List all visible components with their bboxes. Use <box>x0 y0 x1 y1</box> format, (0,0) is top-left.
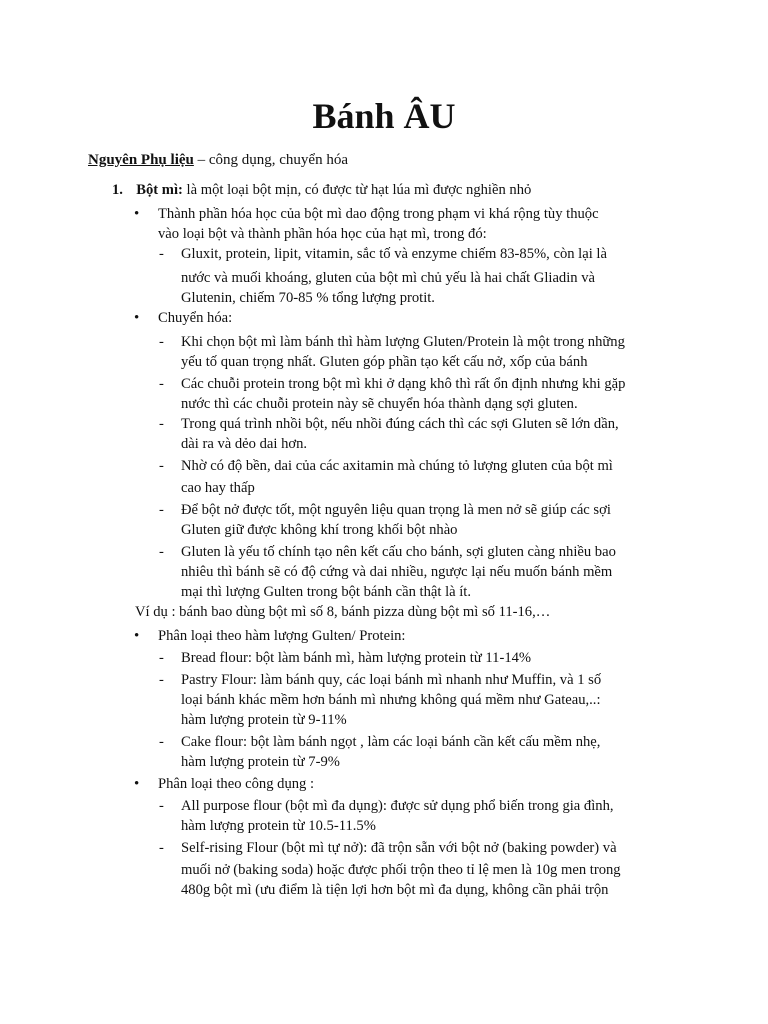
bullet-icon: • <box>134 776 140 792</box>
text-line: mại thì lượng Gulten trong bột bánh cần thật là ít. <box>181 584 472 600</box>
text-line: Trong quá trình nhồi bột, nếu nhồi đúng cách thì các sợi Gluten sẽ lớn dần, <box>181 416 619 432</box>
text-line: Glutenin, chiếm 70-85 % tổng lượng protit. <box>181 290 435 306</box>
text-line: Gluxit, protein, lipit, vitamin, sắc tố và enzyme chiếm 83-85%, còn lại là <box>181 246 607 262</box>
text-line: Pastry Flour: làm bánh quy, các loại bánh mì nhanh như Muffin, và 1 số <box>181 672 602 688</box>
text-line: Thành phần hóa học của bột mì dao động trong phạm vi khá rộng tùy thuộc <box>158 206 599 222</box>
dash-marker: - <box>159 502 164 518</box>
text-line: Bread flour: bột làm bánh mì, hàm lượng protein từ 11-14% <box>181 650 532 666</box>
section-number: 1. <box>112 182 123 198</box>
text-line: nước thì các chuỗi protein này sẽ chuyển hóa thành dạng sợi gluten. <box>181 396 578 412</box>
text-line: Nhờ có độ bền, dai của các axitamin mà chúng tỏ lượng gluten của bột mì <box>181 458 613 474</box>
bullet-icon: • <box>134 206 140 222</box>
section-label: Bột mì: <box>136 182 183 198</box>
dash-marker: - <box>159 376 164 392</box>
text-line: Gluten là yếu tố chính tạo nên kết cấu cho bánh, sợi gluten càng nhiều bao <box>181 544 616 560</box>
text-line: cao hay thấp <box>181 480 255 496</box>
bullet-icon: • <box>134 310 140 326</box>
intro-heading: Nguyên Phụ liệu <box>88 152 194 168</box>
dash-marker: - <box>159 458 164 474</box>
text-line: All purpose flour (bột mì đa dụng): được sử dụng phổ biến trong gia đình, <box>181 798 614 814</box>
text-line: loại bánh khác mềm hơn bánh mì nhưng không quá mềm như Gateau,..: <box>181 692 601 708</box>
intro-line <box>88 150 348 170</box>
text-line: Phân loại theo công dụng : <box>158 776 315 792</box>
text-line: hàm lượng protein từ 7-9% <box>181 754 340 770</box>
bullet-icon: • <box>134 628 140 644</box>
text-line: nước và muối khoáng, gluten của bột mì chủ yếu là hai chất Gliadin và <box>181 270 596 286</box>
dash-marker: - <box>159 416 164 432</box>
text-line: 480g bột mì (ưu điểm là tiện lợi hơn bột mì đa dụng, không cần phải trộn <box>181 882 609 898</box>
text-line: Gluten giữ được không khí trong khối bột nhào <box>181 522 458 538</box>
text-line: hàm lượng protein từ 10.5-11.5% <box>181 818 376 834</box>
text-line: Chuyển hóa: <box>158 310 233 326</box>
text-line: muối nở (baking soda) hoặc được phối trộn theo tỉ lệ men là 10g men trong <box>181 862 621 878</box>
text-line: yếu tố quan trọng nhất. Gluten góp phần tạo kết cấu nở, xốp của bánh <box>181 354 588 370</box>
intro-rest: – công dụng, chuyển hóa <box>193 152 348 168</box>
dash-marker: - <box>159 650 164 666</box>
dash-marker: - <box>159 672 164 688</box>
text-line: vào loại bột và thành phần hóa học của hạt mì, trong đó: <box>158 226 487 242</box>
section-1-line <box>112 180 531 200</box>
dash-marker: - <box>159 840 164 856</box>
dash-marker: - <box>159 734 164 750</box>
text-line: nhiêu thì bánh sẽ có độ cứng và dai nhiều, ngược lại nếu muốn bánh mềm <box>181 564 613 580</box>
text-line: Khi chọn bột mì làm bánh thì hàm lượng Gluten/Protein là một trong những <box>181 334 625 350</box>
text-line: Phân loại theo hàm lượng Gulten/ Protein: <box>158 628 406 644</box>
text-line: Cake flour: bột làm bánh ngọt , làm các loại bánh cần kết cấu mềm nhẹ, <box>181 734 601 750</box>
text-line: Ví dụ : bánh bao dùng bột mì số 8, bánh pizza dùng bột mì số 11-16,… <box>135 604 551 620</box>
text-line: hàm lượng protein từ 9-11% <box>181 712 347 728</box>
dash-marker: - <box>159 544 164 560</box>
dash-marker: - <box>159 798 164 814</box>
text-line: Để bột nở được tốt, một nguyên liệu quan trọng là men nở sẽ giúp các sợi <box>181 502 611 518</box>
text-line: Các chuỗi protein trong bột mì khi ở dạng khô thì rất ổn định nhưng khi gặp <box>181 376 626 392</box>
dash-marker: - <box>159 246 164 262</box>
section-text: là một loại bột mịn, có được từ hạt lúa mì được nghiền nhỏ <box>182 182 532 198</box>
page-title: Bánh ÂU <box>312 96 456 136</box>
text-line: dài ra và dẻo dai hơn. <box>181 436 308 452</box>
dash-marker: - <box>159 334 164 350</box>
text-line: Self-rising Flour (bột mì tự nở): đã trộn sẵn với bột nở (baking powder) và <box>181 840 617 856</box>
